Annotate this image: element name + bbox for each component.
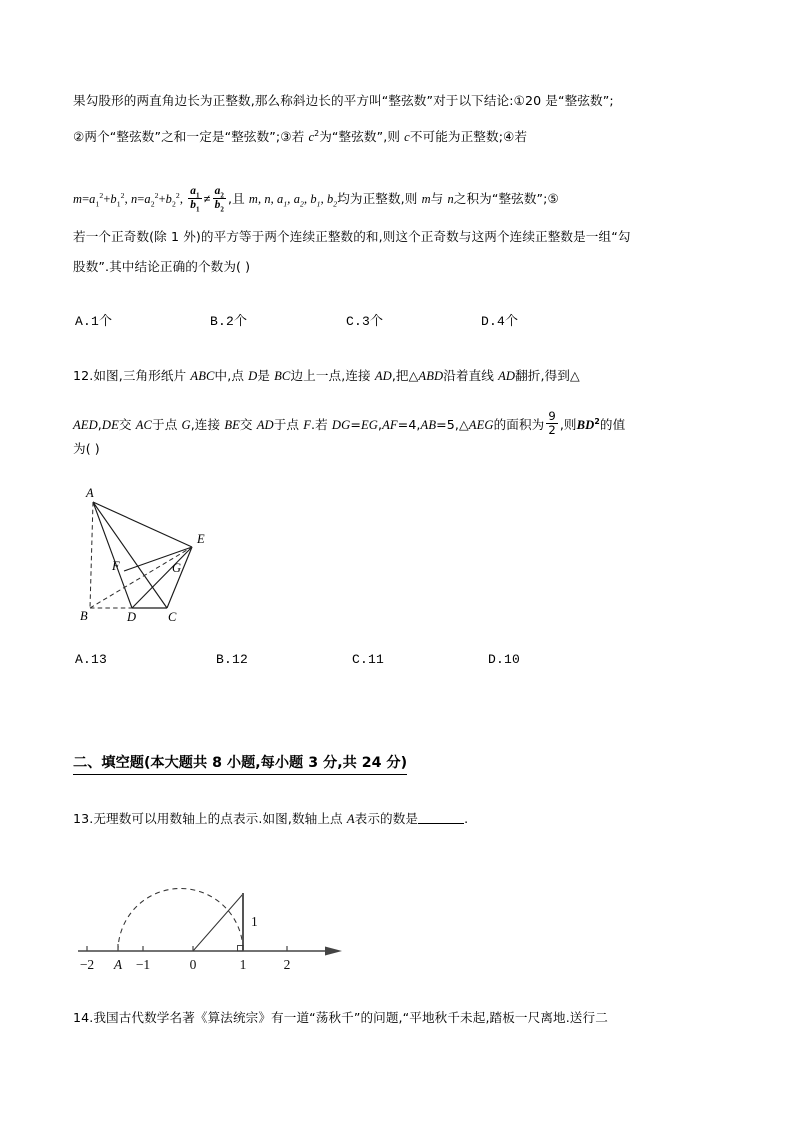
fraction-denominator	[188, 199, 201, 212]
segment-origin-to-top	[193, 894, 243, 951]
q11-line-1	[73, 92, 614, 110]
q14-text: 我国古代数学名著《算法统宗》有一道“荡秋千”的问题,“平地秋千未起,踏板一尺离地.送行二	[93, 1010, 608, 1025]
q12-term-de: DE	[101, 418, 119, 433]
formula-tail-2: 均为正整数,则	[337, 190, 422, 206]
q12-l2-l: 的面积为	[493, 417, 545, 433]
q12-l2-c: 于点	[152, 417, 182, 433]
q13-figure-number-line	[70, 868, 370, 988]
fraction-numerator	[213, 185, 226, 199]
q12-l1-e: ,把△	[391, 368, 419, 383]
q11-var-c: c	[308, 130, 315, 144]
q13-text-c: .	[464, 811, 469, 826]
q11-option-d[interactable]: D.4个	[481, 314, 519, 329]
formula-var-n2: n	[447, 191, 454, 206]
formula-n: n	[131, 191, 138, 206]
edge-A-E	[93, 502, 192, 547]
q12-line-2	[73, 410, 625, 437]
q11-line-2-part-c: 不可能为正整数;④若	[409, 129, 528, 144]
q12-l2-d: ,连接	[190, 417, 225, 433]
frac-num-9: 9	[548, 409, 556, 423]
q11-var-c-exponent: 2	[314, 128, 320, 138]
formula-a1-sub: 1	[95, 199, 100, 209]
q11-option-b[interactable]: B.2个	[210, 314, 248, 329]
q13-term-a: A	[346, 812, 355, 826]
q12-term-abd: ABD	[418, 369, 444, 383]
q12-l3-text: 为( )	[73, 441, 100, 456]
q12-l2-b: 交	[118, 417, 136, 433]
tick-label-1: 1	[239, 957, 247, 972]
q12-l2-f: 于点	[273, 417, 304, 433]
q12-l2-i: ,	[377, 417, 383, 433]
q12-option-d[interactable]: D.10	[488, 652, 521, 667]
formula-b2-sub: 2	[171, 199, 176, 209]
not-equal-sign: ≠	[203, 191, 211, 206]
arc-radius-sqrt2	[118, 889, 243, 952]
formula-var-m2: m	[421, 191, 431, 206]
q13-line-1	[73, 810, 468, 828]
q11-line-5	[73, 258, 250, 276]
q12-l1-f: 沿着直线	[443, 368, 499, 383]
label-A: A	[86, 486, 94, 500]
frac-den-2: 2	[548, 422, 556, 437]
q12-option-b[interactable]: B.12	[216, 652, 249, 667]
formula-b1-sub: 1	[116, 199, 121, 209]
q12-term-ad3: AD	[256, 418, 274, 433]
q12-line-3	[73, 440, 100, 458]
q12-l2-eq: =	[350, 417, 361, 433]
edge-A-B	[90, 502, 93, 608]
formula-a2: a	[144, 191, 151, 206]
figure-dashed-edges	[90, 502, 192, 608]
q12-option-c[interactable]: C.11	[352, 652, 385, 667]
q12-term-ac: AC	[135, 418, 152, 433]
edge-A-D	[93, 502, 132, 608]
q12-l1-c: 是	[257, 368, 275, 383]
formula-var-list: m, n, $a_1$, $a_2$, $b_1$, $b_2$	[248, 191, 338, 209]
formula-plus-2: +	[158, 191, 166, 206]
q12-term-ad: AD	[374, 369, 392, 383]
q12-number: 12.	[73, 368, 94, 383]
formula-a2-sup: 2	[154, 190, 159, 200]
axis-arrow-icon	[325, 947, 342, 956]
q13-text-a: 无理数可以用数轴上的点表示.如图,数轴上点	[93, 811, 347, 826]
axis-tick-labels	[80, 957, 291, 972]
fraction-denominator	[213, 199, 226, 212]
label-D: D	[127, 610, 137, 624]
segment-length-label-1: 1	[251, 914, 258, 929]
formula-tail-1: ,且	[228, 190, 249, 206]
formula-b2-sup: 2	[175, 190, 180, 200]
q12-term-aeg: AEG	[468, 418, 494, 433]
edge-E-C	[167, 547, 192, 608]
label-G: G	[172, 561, 182, 575]
q12-l1-a: 如图,三角形纸片	[93, 368, 191, 383]
formula-m-eq: =	[82, 191, 90, 206]
formula-a2-sub: 2	[150, 199, 155, 209]
q12-l1-g: 翻折,得到△	[515, 368, 580, 383]
frac1-den-var: b	[190, 198, 197, 211]
fraction-numerator	[188, 185, 201, 199]
figure-solid-edges	[93, 502, 192, 608]
q11-formula-line	[73, 185, 559, 212]
formula-comma-2: ,	[179, 191, 184, 206]
tick-label--1: −1	[135, 957, 151, 972]
edge-D-E	[132, 547, 192, 608]
q12-option-a[interactable]: A.13	[75, 652, 108, 667]
formula-comma-1: ,	[124, 191, 128, 206]
frac2-den-sub: 2	[220, 205, 225, 214]
label-F: F	[112, 559, 120, 573]
q12-term-g: G	[181, 418, 191, 433]
frac2-num-var: a	[214, 185, 221, 197]
q12-term-aed: AED	[73, 418, 98, 433]
q12-l2-m: ,则	[559, 417, 577, 433]
q14-number: 14.	[73, 1010, 94, 1025]
tick-label-0: 0	[189, 957, 197, 972]
section-2-heading-text: 二、填空题(本大题共 8 小题,每小题 3 分,共 24 分)	[73, 755, 408, 771]
q12-l2-j: =4,	[397, 417, 421, 433]
q11-option-c[interactable]: C.3个	[346, 314, 384, 329]
fraction-a2-over-b2	[213, 185, 226, 212]
formula-tail-4: 之积为“整弦数”;⑤	[453, 190, 559, 206]
q11-line-4	[73, 228, 631, 246]
q12-term-eg: EG	[360, 418, 378, 433]
tick-label-A: A	[113, 957, 123, 972]
q11-option-a[interactable]: A.1个	[75, 314, 113, 329]
formula-n-eq: =	[137, 191, 145, 206]
q11-line-1-text: 果勾股形的两直角边长为正整数,那么称斜边长的平方叫“整弦数”对于以下结论:①20 是“整弦数”;	[73, 93, 614, 108]
q12-term-bc: BC	[274, 369, 291, 383]
tick-label-2: 2	[283, 957, 291, 972]
q12-l2-e: 交	[239, 417, 257, 433]
q13-text-b: 表示的数是	[354, 811, 419, 826]
q12-l2-g: .若	[311, 417, 332, 433]
q11-line-2-part-b: 为“整弦数”,则	[319, 129, 405, 144]
label-E: E	[197, 532, 205, 546]
fraction-a1-over-b1	[188, 185, 201, 212]
edge-A-C	[93, 502, 167, 608]
q12-l1-d: 边上一点,连接	[290, 368, 375, 383]
q12-line-1	[73, 367, 580, 385]
frac2-num-sub: 2	[220, 191, 225, 200]
q11-line-2	[73, 128, 527, 146]
formula-m: m	[73, 191, 83, 206]
q11-line-5-text: 股数”.其中结论正确的个数为( )	[73, 259, 251, 274]
q12-term-dg: DG	[331, 418, 351, 433]
label-C: C	[168, 610, 177, 624]
q12-term-af: AF	[382, 418, 398, 433]
formula-plus-1: +	[103, 191, 111, 206]
q12-term-f: F	[303, 418, 312, 433]
formula-tail-3: 与	[430, 190, 448, 206]
q12-term-ab: AB	[420, 418, 437, 433]
q12-term-be: BE	[224, 418, 240, 433]
frac2-den-var: b	[214, 198, 221, 211]
q12-l2-k: =5,△	[436, 417, 469, 433]
formula-a1-sup: 2	[99, 190, 104, 200]
q12-figure-triangle-fold	[60, 480, 290, 635]
tick-label--2: −2	[79, 957, 95, 972]
q12-term-bd: BD	[576, 418, 595, 433]
q12-l1-b: 中,点	[214, 368, 249, 383]
q13-number: 13.	[73, 811, 94, 826]
q12-l2-n: 的值	[599, 417, 626, 433]
label-B: B	[80, 609, 88, 623]
q12-term-ad2: AD	[498, 369, 516, 383]
q12-term-d: D	[248, 369, 258, 383]
q12-term-bd-sup: 2	[594, 416, 600, 426]
frac1-den-sub: 1	[196, 205, 200, 214]
q11-line-4-text: 若一个正奇数(除 1 外)的平方等于两个连续正整数的和,则这个正奇数与这两个连续正整数是一组“勾	[73, 229, 631, 244]
q13-answer-blank[interactable]	[418, 811, 464, 824]
fraction-nine-halves	[546, 410, 557, 437]
frac1-num-var: a	[190, 185, 197, 197]
formula-a1: a	[89, 191, 96, 206]
axis-ticks	[87, 944, 287, 951]
q14-line-1	[73, 1009, 608, 1027]
section-2-heading	[73, 752, 407, 775]
formula-b1-sup: 2	[120, 190, 125, 200]
q12-l2-a: ,	[97, 417, 102, 433]
formula-b1: b	[110, 191, 117, 206]
q11-var-c2: c	[404, 130, 410, 144]
formula-b2: b	[165, 191, 172, 206]
q11-line-2-part-a: ②两个“整弦数”之和一定是“整弦数”;③若	[73, 129, 309, 144]
frac1-num-sub: 1	[196, 191, 200, 200]
q12-term-abc: ABC	[190, 369, 215, 383]
